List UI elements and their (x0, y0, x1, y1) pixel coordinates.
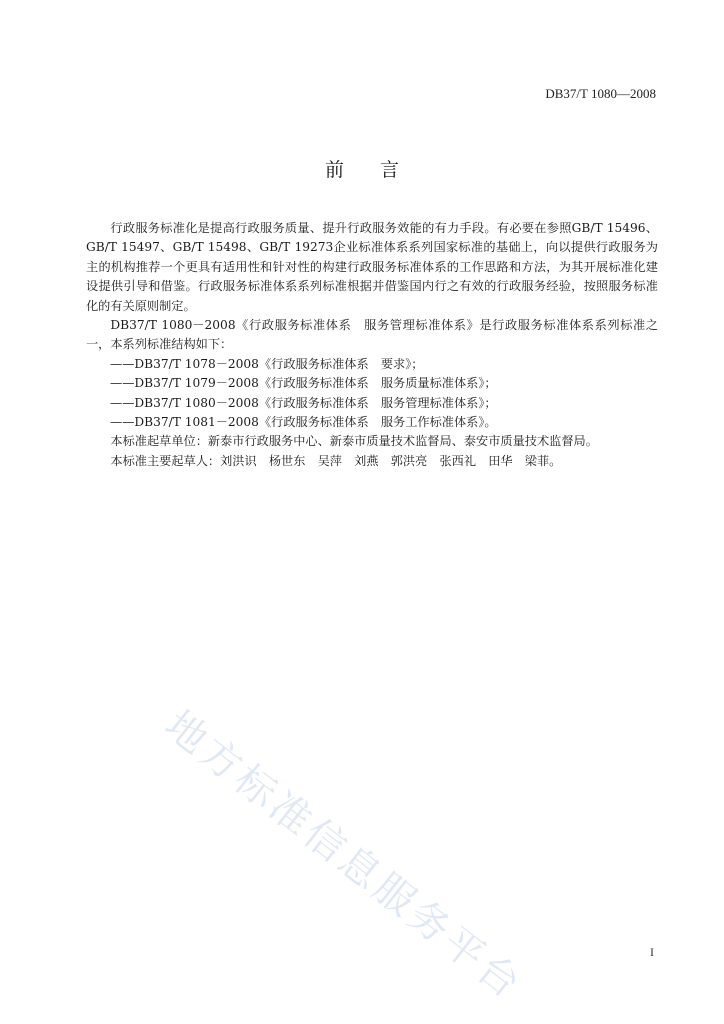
series-paragraph: DB37/T 1080－2008《行政服务标准体系 服务管理标准体系》是行政服务标准体系系列标准之一，本系列标准结构如下： (86, 318, 658, 352)
drafters: 本标准主要起草人：刘洪识 杨世东 吴萍 刘燕 郭洪亮 张西礼 田华 梁菲。 (110, 453, 562, 468)
list-item: ——DB37/T 1078－2008《行政服务标准体系 要求》； (110, 356, 424, 371)
list-item: ——DB37/T 1079－2008《行政服务标准体系 服务质量标准体系》； (110, 376, 497, 391)
page-title: 前言 (324, 159, 435, 181)
page-number: I (650, 945, 654, 959)
watermark: 地方标准信息服务平台 (156, 702, 532, 1010)
intro-paragraph: 行政服务标准化是提高行政服务质量、提升行政服务效能的有力手段。有必要在参照GB/T 15496、GB/T 15497、GB/T 15498、GB/T 19273企业标准体系系列国家标准的基础上，向以提供行政服务为主的机构推荐一个更具有适用性和针对性的构建行政服务标准体系的工作思路和方法，为其开展标准化建设提供引导和借鉴。行政服务标准体系系列标准根据并借鉴国内行之有效的行政服务经验，按照服务标准化的有关原则制定。 (86, 221, 658, 313)
list-item: ——DB37/T 1080－2008《行政服务标准体系 服务管理标准体系》； (110, 395, 497, 410)
document-code: DB37/T 1080—2008 (545, 86, 656, 101)
document-body (86, 219, 658, 471)
standards-list (86, 355, 658, 433)
list-item: ——DB37/T 1081－2008《行政服务标准体系 服务工作标准体系》。 (110, 415, 497, 430)
drafting-units: 本标准起草单位：新泰市行政服务中心、新泰市质量技术监督局、泰安市质量技术监督局。 (110, 434, 598, 449)
